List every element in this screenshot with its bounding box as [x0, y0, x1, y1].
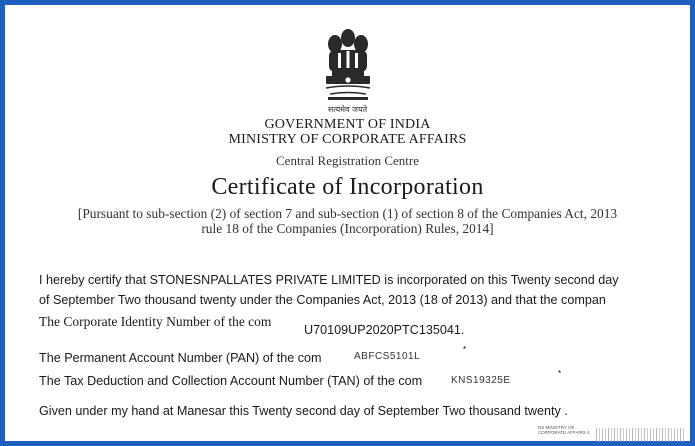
pan-label: The Permanent Account Number (PAN) of the com	[39, 351, 322, 365]
pan-value: ABFCS5101L	[354, 351, 421, 362]
centre-heading: Central Registration Centre	[276, 153, 419, 168]
national-emblem-icon	[318, 24, 378, 116]
cin-label: The Corporate Identity Number of the com	[39, 314, 272, 329]
tan-value: KNS19325E	[451, 375, 511, 386]
asterisk-mark: *	[558, 369, 562, 378]
asterisk-mark: *	[463, 345, 467, 354]
tan-label: The Tax Deduction and Collection Account Number (TAN) of the com	[39, 374, 423, 388]
certify-line-2: of September Two thousand twenty under the Companies Act, 2013 (18 of 2013) and that the compan	[39, 293, 606, 307]
ministry-heading: MINISTRY OF CORPORATE AFFAIRS	[228, 132, 467, 147]
digital-signature-stamp	[538, 425, 688, 443]
pursuant-line-2: rule 18 of the Companies (Incorporation) Rules, 2014]	[201, 221, 494, 236]
given-line: Given under my hand at Manesar this Twenty second day of September Two thousand twenty .	[39, 404, 568, 418]
government-heading: GOVERNMENT OF INDIA	[264, 117, 431, 132]
emblem-motto: सत्यमेव जयते	[327, 105, 368, 114]
pursuant-line-1: [Pursuant to sub-section (2) of section 7 and sub-section (1) of section 8 of the Companies Act, 2013	[77, 206, 618, 221]
stamp-text: DS MINISTRY OF CORPORATE AFFAIRS 4	[538, 425, 590, 435]
certificate-title: Certificate of Incorporation	[211, 174, 484, 200]
stamp-pattern	[596, 428, 686, 442]
cin-value: U70109UP2020PTC135041.	[304, 323, 465, 337]
certify-line-1: I hereby certify that STONESNPALLATES PRIVATE LIMITED is incorporated on this Twenty second day	[39, 273, 619, 287]
